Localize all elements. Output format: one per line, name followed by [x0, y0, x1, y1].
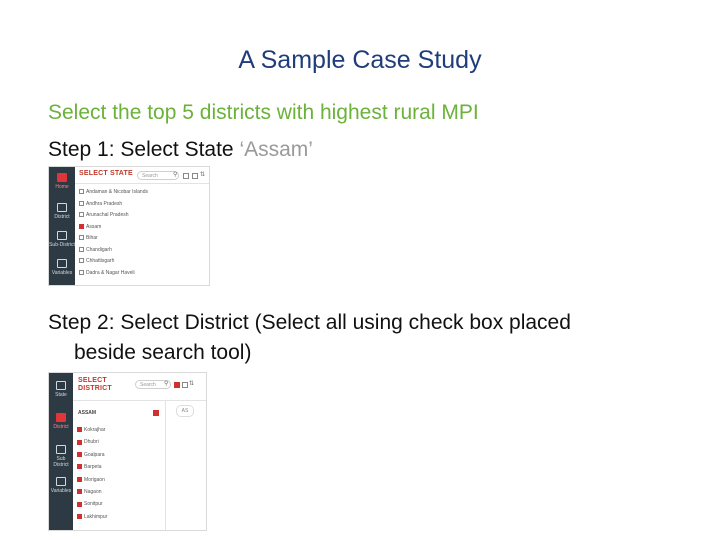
step1-text — [48, 138, 313, 162]
select-all-checkbox[interactable] — [183, 173, 189, 179]
item-checkbox[interactable] — [77, 502, 82, 507]
sort-icon[interactable]: ⇅ — [189, 381, 195, 387]
item-label: Nagaon — [84, 489, 102, 495]
rail-item-variables[interactable] — [49, 259, 75, 276]
list-item[interactable] — [77, 464, 102, 470]
item-label: Morigaon — [84, 476, 105, 483]
list-item[interactable] — [79, 258, 114, 264]
search-icon[interactable]: ⚲ — [164, 381, 169, 387]
step1-state-quote: ‘Assam’ — [239, 138, 313, 161]
select-state-screenshot — [48, 166, 210, 286]
item-label: Lakhimpur — [84, 513, 108, 520]
group-label: ASSAM — [78, 410, 97, 416]
sort-icon[interactable]: ⇅ — [200, 172, 206, 178]
list-item[interactable] — [79, 270, 135, 276]
select-all-checkbox-alt[interactable] — [182, 382, 188, 388]
item-label: Assam — [86, 223, 102, 230]
rail-label: District — [53, 424, 69, 430]
list-item[interactable] — [77, 439, 99, 445]
rail-label: Variables — [51, 270, 73, 276]
list-item[interactable] — [79, 189, 148, 195]
rail-label: Sub District — [53, 456, 69, 468]
item-checkbox[interactable] — [77, 452, 82, 457]
list-item[interactable] — [77, 427, 105, 433]
map-icon — [56, 413, 66, 422]
select-all-checkbox-alt[interactable] — [192, 173, 198, 179]
list-item[interactable] — [77, 501, 103, 507]
item-label: Goalpara — [84, 451, 105, 458]
step2-text-cont: beside search tool) — [74, 341, 252, 364]
rail-item-sub-district[interactable] — [49, 445, 73, 468]
list-item[interactable] — [79, 201, 122, 207]
divider — [75, 183, 209, 184]
list-item[interactable] — [79, 224, 101, 230]
step1-prefix: Step 1: Select State — [48, 138, 240, 161]
select-district-screenshot — [48, 372, 207, 531]
panel-header: SELECT — [78, 377, 107, 384]
home-icon — [57, 173, 67, 182]
list-item[interactable] — [77, 452, 105, 458]
item-checkbox[interactable] — [79, 258, 84, 263]
map-icon — [56, 445, 66, 454]
panel-header: SELECT STATE — [79, 170, 133, 177]
list-item[interactable] — [77, 489, 102, 495]
list-item[interactable] — [79, 235, 98, 241]
item-checkbox[interactable] — [77, 440, 82, 445]
item-checkbox[interactable] — [79, 270, 84, 275]
left-rail — [49, 373, 73, 530]
item-label: Andaman & Nicobar Islands — [86, 189, 148, 195]
item-checkbox[interactable] — [77, 489, 82, 494]
map-icon — [57, 203, 67, 212]
item-label: Bihar — [86, 235, 98, 241]
rail-label: Sub-District — [49, 242, 75, 248]
item-label: Dhubri — [84, 439, 99, 446]
rail-item-sub-district[interactable] — [49, 231, 75, 248]
item-checkbox[interactable] — [79, 247, 84, 252]
rail-label: Variables — [50, 488, 72, 494]
item-checkbox[interactable] — [79, 212, 84, 217]
rail-label: District — [54, 214, 70, 220]
item-label: Arunachal Pradesh — [86, 212, 129, 218]
group-checkbox[interactable] — [153, 410, 159, 416]
item-checkbox[interactable] — [79, 235, 84, 240]
rail-item-district[interactable] — [49, 203, 75, 220]
item-checkbox[interactable] — [79, 201, 84, 206]
search-input[interactable]: Search — [137, 171, 179, 180]
selected-state-badge[interactable]: AS — [176, 405, 194, 417]
list-item[interactable] — [79, 247, 112, 253]
divider — [73, 400, 206, 401]
table-icon — [57, 259, 67, 268]
rail-item-variables[interactable] — [49, 477, 73, 494]
search-input[interactable]: Search — [135, 380, 171, 389]
item-label: Kokrajhar — [84, 427, 106, 433]
list-item[interactable] — [77, 514, 107, 520]
item-checkbox[interactable] — [77, 464, 82, 469]
step2-text: Step 2: Select District (Select all using check box placed — [48, 311, 571, 334]
rail-item-state[interactable] — [49, 381, 73, 398]
item-checkbox[interactable] — [79, 224, 84, 229]
item-checkbox[interactable] — [79, 189, 84, 194]
item-checkbox[interactable] — [77, 427, 82, 432]
instruction-text: Select the top 5 districts with highest rural MPI — [48, 101, 479, 124]
list-item[interactable] — [79, 212, 129, 218]
left-rail — [49, 167, 75, 285]
arrow-icon — [56, 381, 66, 390]
rail-item-home[interactable] — [49, 173, 75, 190]
map-icon — [57, 231, 67, 240]
select-all-checkbox[interactable] — [174, 382, 180, 388]
list-item[interactable] — [77, 477, 105, 483]
item-label: Barpeta — [84, 464, 102, 471]
panel-header-line2: DISTRICT — [78, 385, 112, 392]
item-label: Andhra Pradesh — [86, 200, 123, 207]
item-label: Chhattisgarh — [86, 258, 115, 264]
item-label: Dadra & Nagar Haveli — [86, 269, 135, 276]
rail-label: State — [55, 392, 67, 398]
column-divider — [165, 401, 166, 530]
slide-title: A Sample Case Study — [238, 46, 482, 74]
table-icon — [56, 477, 66, 486]
item-label: Sonitpur — [84, 501, 103, 508]
rail-item-district[interactable] — [49, 413, 73, 430]
item-checkbox[interactable] — [77, 477, 82, 482]
item-checkbox[interactable] — [77, 514, 82, 519]
rail-label: Home — [55, 184, 69, 190]
item-label: Chandigarh — [86, 246, 112, 253]
search-icon[interactable]: ⚲ — [173, 172, 178, 178]
